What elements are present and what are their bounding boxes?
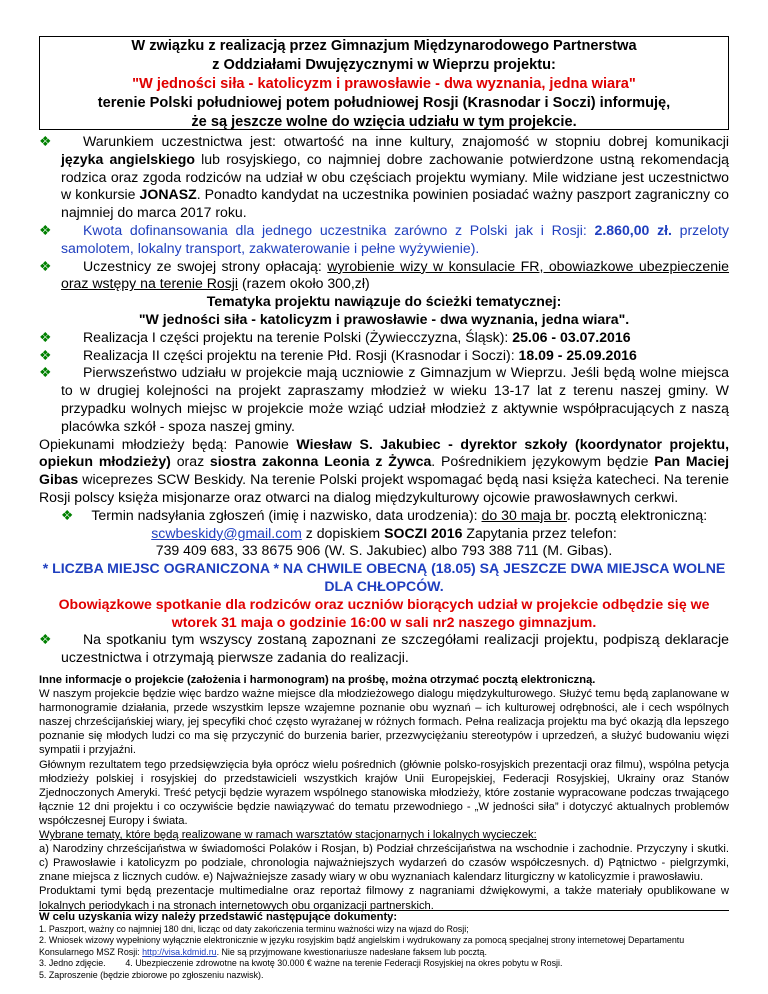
visa-item-5: 5. Zaproszenie (będzie zbiorowe po zgłoszeniu nazwisk).	[39, 969, 264, 980]
bullet-icon: ❖	[39, 221, 52, 238]
bullet-icon: ❖	[39, 257, 52, 274]
visa-item-1: 1. Paszport, ważny co najmniej 180 dni, licząc od daty zakończenia terminu ważności wizy na wjazd do Rosji;	[39, 924, 469, 934]
bullet-icon: ❖	[39, 364, 52, 381]
visa-heading: W celu uzyskania wizy należy przedstawić następujące dokumenty:	[39, 911, 398, 923]
bullet-icon: ❖	[39, 346, 52, 363]
main-content	[39, 133, 729, 667]
paragraph-meeting-details: ❖ Na spotkaniu tym wszyscy zostaną zapoznani ze szczegółami realizacji projektu, podpiszą deklaracje uczestnictwa i otrzymają pierwsze zadania do realizacji.	[39, 631, 729, 666]
info-paragraph-2: Głównym rezultatem tego przedsięwzięcia była oprócz wielu pośrednich (głównie polsko-rosyjskich prezentacji oraz filmu), wspólna petycja młodzieży polskiej i rosyjskiej do przedstawicieli wszystkich krajów Unii Europejskiej, Federacji Rosyjskiej, Ukrainy oraz Stanów Zjednoczonych Ameryki. Treść petycji będzie wyrazem wspólnego stanowiska młodzieży, które zostanie wypracowane podczas trwającego łącznie 12 dni projektu i co oczywiście będzie nawiązywać do tematu przewodniego - „W jedności siła” i dotyczyć aktualnych problemów współczesnej Europy i świata.	[39, 758, 729, 827]
visa-item-3-4: 3. Jedno zdjęcie. 4. Ubezpieczenie zdrowotne na kwotę 30.000 € ważne na terenie Federacji Rosyjskiej na okres pobytu w Rosji.	[39, 958, 563, 969]
paragraph-deadline: ❖ Termin nadsyłania zgłoszeń (imię i nazwisko, data urodzenia): do 30 maja br. pocztą elektroniczną: scwbeskidy@gmail.com z dopiskiem SOCZI 2016 Zapytania przez telefon: 739 409 683, 33 8675 906 (W. S. Jakubiec) albo 793 388 711 (M. Gibas).	[60, 506, 708, 559]
paragraph-funding: ❖ Kwota dofinansowania dla jednego uczestnika zarówno z Polski jak i Rosji: 2.860,00 zł. przeloty samolotem, lokalny transport, zakwaterowanie i pełne wyżywienie).	[39, 221, 730, 256]
email-link[interactable]: scwbeskidy@gmail.com	[151, 524, 302, 541]
bullet-icon: ❖	[60, 506, 74, 523]
paragraph-requirements: ❖ Warunkiem uczestnictwa jest: otwartość na inne kultury, znajomość w stopniu dobrej komunikacji języka angielskiego lub rosyjskiego, co najmniej dobre zachowanie potwierdzone ustną rekomendacją rodzica oraz zgoda rodziców na udział w obu częściach projektu wymiany. Mile widziane jest uczestnictwo w konkursie JONASZ. Ponadto kandydat na uczestnika powinien posiadać ważny paszport zagraniczny co najmniej do marca 2017 roku.	[39, 133, 729, 221]
info-section	[39, 673, 729, 913]
header-line-1: W związku z realizacją przez Gimnazjum Międzynarodowego Partnerstwa	[131, 38, 637, 54]
bullet-icon: ❖	[39, 631, 52, 648]
meeting-notice: Obowiązkowe spotkanie dla rodziców oraz uczniów biorących udział w projekcie odbędzie się we wtorek 31 maja o godzinie 16:00 w sali nr2 naszego gimnazjum.	[58, 595, 710, 630]
phone-numbers: 739 409 683, 33 8675 906 (W. S. Jakubiec) albo 793 388 711 (M. Gibas).	[155, 542, 613, 559]
header-line-5: że są jeszcze wolne do wzięcia udziału w tym projekcie.	[191, 114, 577, 130]
info-heading: Inne informacje o projekcie (założenia i harmonogram) na prośbę, można otrzymać pocztą elektroniczną.	[39, 674, 596, 686]
header-line-4: terenie Polski południowej potem południowej Rosji (Krasnodar i Soczi) informuję,	[97, 95, 671, 111]
header-box	[39, 36, 729, 130]
visa-section	[39, 910, 729, 981]
visa-link[interactable]: http://visa.kdmid.ru	[142, 946, 217, 957]
info-products: Produktami tymi będą prezentacje multimedialne oraz reportaż filmowy z nagraniami dźwiękowymi, a także materiały opublikowane w lokalnych periodykach i na stronach internetowych obu organizacji partnerskich.	[39, 885, 729, 912]
info-topics: a) Narodziny chrześcijaństwa w świadomości Polaków i Rosjan, b) Podział chrześcijaństwa na wschodnie i zachodnie. Przyczyny i skutki. c) Prawosławie i katolicyzm po podziale, chronologia najważniejszych wydarzeń do czasów współczesnych. d) Pątnictwo - pielgrzymki, znane miejsca z licznych cudów. e) Najważniejsze zasady wiary w obu wyznaniach kalendarz liturgiczny w katolicyzmie i prawosławiu.	[39, 843, 729, 884]
visa-item-2: 2. Wniosek wizowy wypełniony wyłącznie elektronicznie w języku rosyjskim bądź angielskim i wydrukowany za pomocą specjalnej strony internetowej Departamentu Konsularnego MSZ Rosji: http://visa.kdmid.ru. Nie są przyjmowane kwestionariusze nadesłane faksem lub pocztą.	[39, 935, 685, 957]
info-paragraph-1: W naszym projekcie będzie więc bardzo ważne miejsce dla młodzieżowego dialogu międzykulturowego. Służyć temu będą zaplanowane w harmonogramie działania, przede wszystkim lepsze wzajemne poznanie obu wyznań – ich kulturowej odrębności, ale i cech wspólnych naszej chrześcijańskiej wiary, jej specyfiki choć często wyrażanej w różnych formach. Pełna realizacja projektu ma być okazją dla lepszego poznanie się młodych ludzi co ma się przyczynić do burzenia barier, przezwyciężaniu stereotypów i uprzedzeń, a służyć budowaniu więzi sympatii i przyjaźni.	[39, 688, 729, 757]
paragraph-priority: ❖ Pierwszeństwo udziału w projekcie mają uczniowie z Gimnazjum w Wieprzu. Jeśli będą wolne miejsca to w drugiej kolejności na projekt zapraszamy młodzież w wieku 13-17 lat z terenu naszej gminy. W przypadku wolnych miejsc w projekcie może wziąć udział młodzież z aktywnie współpracujących z naszą placówka szkół - spoza naszej gminy.	[39, 364, 729, 434]
theme-title: Tematyka projektu nawiązuje do ścieżki tematycznej:	[206, 293, 562, 310]
places-notice: * LICZBA MIEJSC OGRANICZONA * NA CHWILE OBECNĄ (18.05) SĄ JESZCZE DWA MIEJSCA WOLNE DLA CHŁOPCÓW.	[42, 560, 726, 594]
paragraph-part-one: ❖ Realizacja I części projektu na terenie Polski (Żywiecczyzna, Śląsk): 25.06 - 03.07.2016	[39, 328, 631, 345]
paragraph-part-two: ❖ Realizacja II części projektu na terenie Płd. Rosji (Krasnodar i Soczi): 18.09 - 25.09.2016	[39, 346, 637, 363]
bullet-icon: ❖	[39, 133, 52, 149]
header-project-title: "W jedności siła - katolicyzm i prawosławie - dwa wyznania, jedna wiara"	[132, 76, 636, 92]
info-topics-heading: Wybrane tematy, które będą realizowane w ramach warsztatów stacjonarnych i lokalnych wycieczek:	[39, 829, 537, 842]
paragraph-costs: ❖ Uczestnicy ze swojej strony opłacają: wyrobienie wizy w konsulacie FR, obowiazkowe ubezpieczenie oraz wstępy na terenie Rosji (razem około 300,zł)	[39, 257, 730, 292]
paragraph-guardians: Opiekunami młodzieży będą: Panowie Wiesław S. Jakubiec - dyrektor szkoły (koordynator projektu, opiekun młodzieży) oraz siostra zakonna Leonia z Żywca. Pośrednikiem językowym będzie Pan Maciej Gibas wiceprezes SCW Beskidy. Na terenie Polski projekt wspomagać będą nasi księża katecheci. Na terenie Rosji polscy księża misjonarze oraz otwarci na dialog międzykulturowy ojcowie prawosławnych cerkwi.	[39, 435, 730, 505]
theme-name: "W jedności siła - katolicyzm i prawosławie - dwa wyznania, jedna wiara".	[138, 310, 630, 327]
bullet-icon: ❖	[39, 328, 52, 345]
header-line-2: z Oddziałami Dwujęzycznymi w Wieprzu projektu:	[212, 57, 556, 73]
